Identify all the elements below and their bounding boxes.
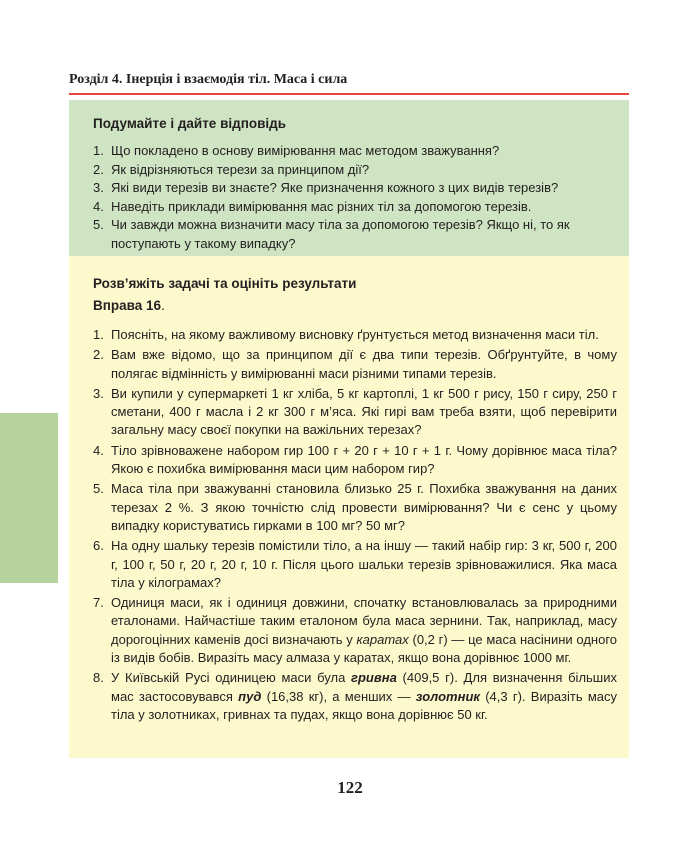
question-text: Наведіть приклади вимірювання мас різних тіл за допомогою терезів. (111, 198, 532, 214)
task-number: 6. (93, 538, 104, 554)
task-item (93, 442, 617, 479)
task-text: Ви купили у супермаркеті 1 кг хліба, 5 кг картоплі, 1 кг 500 г рису, 150 г сиру, 250 г сметани, 400 г масла і 2 кг 300 г м’яса. Які гирі вам треба взяти, щоб перевірити загальну масу своєї покупки на важільних терезах? (111, 385, 617, 438)
task-text: У Київській Русі одиницею маси була (111, 670, 352, 686)
question-text: Які види терезів ви знаєте? Яке призначення кожного з цих видів терезів? (111, 180, 559, 195)
task-item (93, 326, 617, 344)
header-divider (69, 93, 629, 95)
question-text: Як відрізняються терези за принципом дії? (111, 161, 370, 177)
question-number: 5. (93, 217, 104, 232)
task-term-pud: пуд (238, 688, 262, 704)
task-term-zolotnyk: золотник (415, 688, 480, 704)
exercise-title (93, 296, 617, 316)
task-item (93, 385, 617, 440)
think-question-list (93, 142, 617, 253)
task-item (93, 669, 617, 724)
task-number: 3. (93, 385, 104, 401)
task-number: 2. (93, 347, 104, 363)
question-number: 1. (93, 143, 104, 158)
question-number: 2. (93, 161, 104, 177)
think-title: Подумайте і дайте відповідь (93, 116, 287, 131)
task-list (93, 326, 617, 724)
exercise-label: Вправа 16 (93, 298, 162, 313)
question-item (93, 179, 617, 198)
page-number: 122 (337, 778, 363, 797)
task-text: Одиниця маси, як і одиниця довжини, спочатку встановлювалась за природними еталонами. Найчастіше таким еталоном була маса зернини. Так, наприклад, масу дорогоцінних каменів досі визначають у (111, 595, 617, 647)
question-item (93, 216, 617, 253)
task-item (93, 346, 617, 383)
task-number: 1. (93, 327, 104, 342)
question-item (93, 161, 617, 180)
tasks-section (69, 256, 629, 758)
tasks-title: Розв’яжіть задачі та оцініть результати (93, 276, 357, 291)
task-term-karat: каратах (356, 631, 409, 647)
task-number: 7. (93, 595, 104, 611)
task-number: 4. (93, 442, 104, 458)
think-section (69, 100, 629, 256)
question-item (93, 142, 617, 161)
question-number: 3. (93, 180, 104, 195)
task-text: Поясніть, на якому важливому висновку ґрунтується метод визначення маси тіл. (111, 327, 599, 342)
task-text: Тіло зрівноважене набором гир 100 г + 20 г + 10 г + 1 г. Чому дорівнює маса тіла? Якою є похибка вимірювання маси цим набором гир? (111, 442, 617, 477)
task-item (93, 480, 617, 535)
exercise-suffix: . (161, 298, 165, 313)
task-number: 5. (93, 481, 104, 497)
question-number: 4. (93, 198, 104, 214)
task-text: (409,5 г). Для визначення більших мас застосовувався (111, 670, 617, 704)
question-text: Чи завжди можна визначити масу тіла за допомогою терезів? Якщо ні, то як поступають у такому випадку? (111, 217, 570, 251)
task-text: На одну шальку терезів помістили тіло, а на іншу — такий набір гир: 3 кг, 500 г, 200 г, 100 г, 50 г, 20 г, 20 г, 10 г. Після цього шальки терезів зрівноважилися. Яка маса тіла у кілограмах? (111, 538, 617, 590)
task-text: (16,38 кг), а менших — (261, 688, 416, 704)
side-tab-marker (0, 413, 58, 583)
question-text: Що покладено в основу вимірювання мас методом зважування? (111, 143, 500, 158)
task-text: Вам вже відомо, що за принципом дії є два типи терезів. Обґрунтуйте, в чому полягає відмінність у вимірюванні маси різними типами терезів. (111, 347, 617, 381)
task-number: 8. (93, 670, 104, 686)
task-text: Маса тіла при зважуванні становила близько 25 г. Похибка зважування на даних терезах 2 %. З якою точністю слід провести вимірювання? Чи є сенс у цьому випадку користуватись гирками в 100 мг? 50 мг? (111, 481, 617, 533)
task-text: (0,2 г) — це маса насінини одного із видів бобів. Виразіть масу алмаза у каратах, якщо вона дорівнює 1000 мг. (111, 631, 617, 666)
task-text: (4,3 г). Виразіть масу тіла у золотниках, гривнах та пудах, якщо вона дорівнює 50 кг. (111, 688, 617, 722)
task-item (93, 537, 617, 592)
question-item (93, 198, 617, 217)
task-term-hryvna: гривна (351, 670, 397, 686)
chapter-header: Розділ 4. Інерція і взаємодія тіл. Маса і сила (69, 72, 348, 87)
task-item (93, 594, 617, 667)
